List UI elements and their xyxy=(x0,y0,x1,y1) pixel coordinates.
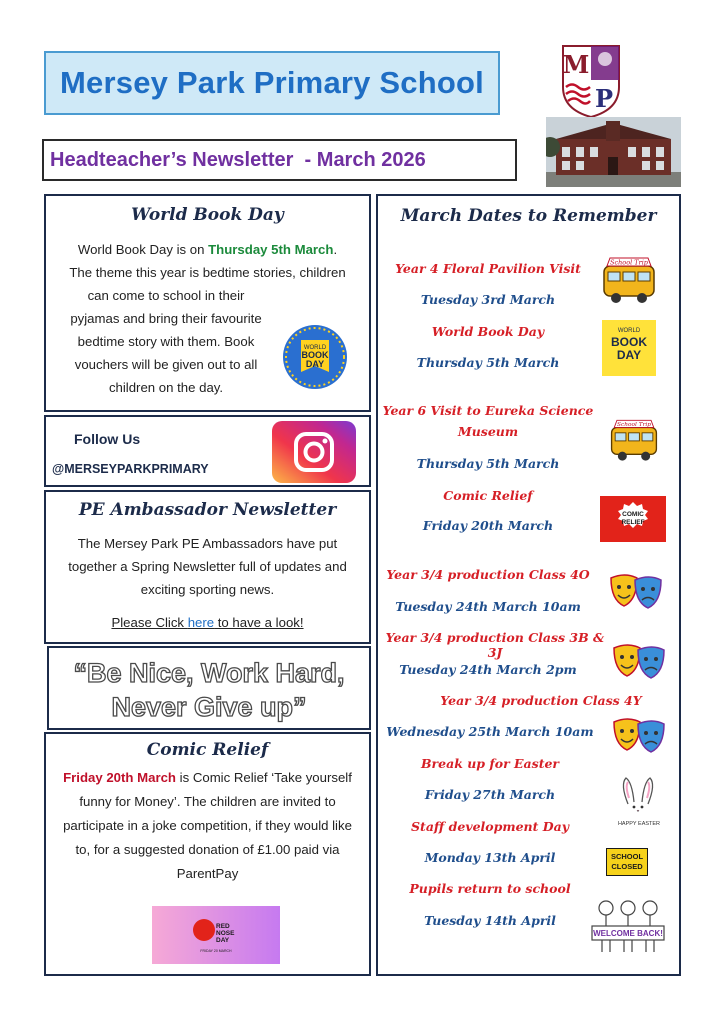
comic-text-line: participate in a joke competition, if they would like xyxy=(63,818,352,833)
theatre-masks-icon xyxy=(607,572,665,612)
pe-ambassador-heading: PE Ambassador Newsletter xyxy=(78,500,337,520)
event-date: Tuesday 24th March 2pm xyxy=(399,662,577,677)
wbd-text-line: vouchers will be given out to all xyxy=(74,357,258,372)
badge-text: BOOK xyxy=(301,350,329,360)
wbd-text-line: children on the day. xyxy=(108,380,224,395)
event-date: Tuesday 3rd March xyxy=(420,292,556,307)
dates-panel xyxy=(376,194,681,976)
wbd-text-line: bedtime story with them. Book xyxy=(77,334,255,349)
instagram-handle[interactable]: @MERSEYPARKPRIMARY xyxy=(52,462,209,476)
pe-text-line: exciting sporting news. xyxy=(140,582,275,597)
welcome-sign-text: WELCOME BACK! xyxy=(593,929,663,938)
event-title: Year 4 Floral Pavilion Visit xyxy=(395,261,581,276)
event-date: Thursday 5th March xyxy=(416,355,560,370)
event-date: Tuesday 24th March 10am xyxy=(395,599,581,614)
event-title: Year 3/4 production Class 4Y xyxy=(440,693,642,708)
event-date: Friday 20th March xyxy=(422,518,554,533)
comic-line1-suffix: is Comic Relief ‘Take yourself xyxy=(175,770,352,785)
school-trip-bus-icon xyxy=(600,254,658,306)
trip-sign-text: School Trip xyxy=(617,422,651,429)
crest-letter-m: M xyxy=(562,50,590,79)
world-book-day-icon xyxy=(602,320,656,376)
icon-book-text: DAY xyxy=(616,348,642,362)
event-title-continued: Museum xyxy=(457,424,519,439)
badge-text: DAY xyxy=(305,359,325,369)
banner-text: NOSE xyxy=(216,930,235,937)
world-book-day-heading: World Book Day xyxy=(131,205,284,225)
motto-text xyxy=(49,648,369,728)
closed-sign-text: SCHOOL xyxy=(610,852,644,861)
theatre-masks-icon xyxy=(610,642,668,682)
welcome-back-icon xyxy=(590,896,666,956)
event-title: World Book Day xyxy=(431,324,545,339)
event-date: Friday 27th March xyxy=(424,787,556,802)
event-title: Break up for Easter xyxy=(420,756,560,771)
school-closed-icon xyxy=(606,848,648,876)
comic-relief-icon xyxy=(600,496,666,542)
motto-panel xyxy=(47,646,371,730)
wbd-text-line: can come to school in their xyxy=(87,288,245,303)
comic-text-line: to, for a suggested donation of £1.00 paid via xyxy=(75,842,340,857)
school-crest-logo xyxy=(560,43,622,119)
banner-text: DAY xyxy=(216,937,230,944)
closed-sign-text: CLOSED xyxy=(611,862,643,871)
wbd-text-line: The theme this year is bedtime stories, children xyxy=(69,265,346,280)
icon-comic-text: RELIEF xyxy=(621,519,645,526)
school-trip-bus-icon xyxy=(608,414,660,466)
event-title: Pupils return to school xyxy=(409,881,571,896)
crest-letter-p: P xyxy=(594,84,614,113)
pe-text-line: The Mersey Park PE Ambassadors have put xyxy=(77,536,338,551)
wbd-line1-suffix: . xyxy=(333,242,338,257)
easter-bunny-icon xyxy=(612,774,666,828)
event-title: Comic Relief xyxy=(443,488,533,503)
event-title: Year 3/4 production Class 4O xyxy=(386,567,590,582)
trip-sign-text: School Trip xyxy=(610,258,648,267)
pe-text-line: together a Spring Newsletter full of updates and xyxy=(68,559,347,574)
wbd-text-line: pyjamas and bring their favourite xyxy=(70,311,262,326)
school-title: Mersey Park Primary School xyxy=(60,65,484,100)
school-building-photo xyxy=(546,117,681,187)
comic-relief-heading: Comic Relief xyxy=(146,740,269,760)
icon-comic-text: COMIC xyxy=(622,511,644,518)
motto-line-1: “Be Nice, Work Hard, xyxy=(73,658,345,688)
pe-cta xyxy=(46,611,369,634)
pe-ambassador-panel xyxy=(44,490,371,644)
event-date: Tuesday 14th April xyxy=(424,913,556,928)
event-title: Staff development Day xyxy=(411,819,569,834)
motto-line-2: Never Give up” xyxy=(111,692,307,722)
icon-book-text: WORLD xyxy=(617,328,641,334)
easter-text: HAPPY EASTER xyxy=(617,821,661,827)
icon-book-text: BOOK xyxy=(611,335,647,349)
badge-text: WORLD xyxy=(303,345,327,351)
comic-relief-line1 xyxy=(46,766,369,789)
pe-cta-suffix: to have a look! xyxy=(214,615,304,630)
follow-us-label: Follow Us xyxy=(74,431,141,447)
event-date: Monday 13th April xyxy=(424,850,556,865)
instagram-icon[interactable] xyxy=(272,421,356,483)
red-nose-day-banner xyxy=(152,906,280,964)
dates-heading: March Dates to Remember xyxy=(400,206,657,226)
theatre-masks-icon xyxy=(610,716,668,756)
event-title: Year 3/4 production Class 3B & 3J xyxy=(385,630,605,660)
event-date: Thursday 5th March xyxy=(416,456,560,471)
pe-cta-prefix: Please Click xyxy=(111,615,188,630)
comic-text-line: ParentPay xyxy=(176,866,239,881)
world-book-day-panel xyxy=(44,194,371,412)
event-title: Year 6 Visit to Eureka Science xyxy=(382,403,594,418)
comic-relief-date-highlight: Friday 20th March xyxy=(63,770,176,785)
wbd-line1-prefix: World Book Day is on xyxy=(77,242,209,257)
comic-relief-panel xyxy=(44,732,371,976)
newsletter-title: Headteacher’s Newsletter - March 2026 xyxy=(50,149,426,171)
banner-text: RED xyxy=(216,923,230,930)
world-book-day-badge-icon xyxy=(282,324,348,390)
follow-us-panel xyxy=(44,415,371,487)
wbd-date-highlight: Thursday 5th March xyxy=(208,242,334,257)
world-book-day-line1 xyxy=(46,238,369,261)
pe-newsletter-link[interactable]: here xyxy=(187,615,215,630)
banner-small-text: FRIDAY 20 MARCH xyxy=(200,949,232,953)
comic-text-line: funny for Money’. The children are invited to xyxy=(79,794,336,809)
event-date: Wednesday 25th March 10am xyxy=(386,724,594,739)
